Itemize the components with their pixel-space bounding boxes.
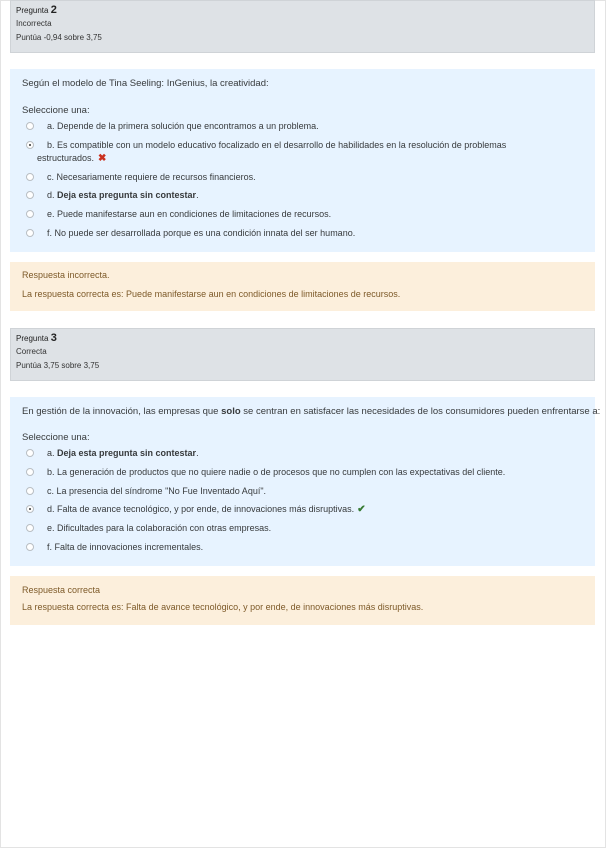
question-formulation: [10, 69, 595, 252]
answer-option-c[interactable]: [24, 485, 535, 498]
question-state: Correcta: [16, 347, 47, 356]
radio-button[interactable]: [26, 173, 34, 181]
incorrect-mark-icon: ✖: [98, 153, 107, 164]
answer-option-d[interactable]: [24, 503, 535, 516]
radio-button-selected[interactable]: [26, 141, 34, 149]
answer-option-f[interactable]: [24, 541, 535, 554]
feedback-box: [10, 576, 595, 625]
question-number: Pregunta 2: [16, 4, 57, 16]
answer-option-e[interactable]: [24, 208, 535, 221]
radio-button[interactable]: [26, 191, 34, 199]
right-answer: La respuesta correcta es: Puede manifestarse aun en condiciones de limitaciones de recursos.: [22, 289, 401, 299]
answer-option-label: e. Dificultades para la colaboración con otras empresas.: [47, 523, 272, 533]
feedback-title: Respuesta correcta: [22, 585, 101, 595]
radio-button[interactable]: [26, 449, 34, 457]
question-grade: Puntúa 3,75 sobre 3,75: [16, 361, 100, 370]
radio-button[interactable]: [26, 543, 34, 551]
select-prompt: Seleccione una:: [22, 432, 90, 443]
answer-option-suffix: .: [196, 448, 199, 458]
radio-button[interactable]: [26, 524, 34, 532]
answer-option-label: c. Necesariamente requiere de recursos financieros.: [47, 172, 256, 182]
answer-option-label: f. Falta de innovaciones incrementales.: [47, 542, 204, 552]
answer-option-label: f. No puede ser desarrollada porque es una condición innata del ser humano.: [47, 228, 356, 238]
answer-option-prefix: d.: [47, 190, 58, 200]
answer-option-a[interactable]: [24, 120, 535, 133]
answer-option-b[interactable]: [24, 466, 575, 479]
answer-option-label: c. La presencia del síndrome "No Fue Inventado Aquí".: [47, 486, 267, 496]
answer-option-f[interactable]: [24, 227, 535, 240]
feedback-title: Respuesta incorrecta.: [22, 270, 110, 280]
radio-button[interactable]: [26, 210, 34, 218]
answer-option-label: b. La generación de productos que no quiere nadie o de procesos que no cumplen con las expectativas del cliente.: [47, 467, 506, 477]
answer-option-label: b. Es compatible con un modelo educativo focalizado en el desarrollo de habilidades en la resolución de problemas estructurados.: [37, 140, 507, 163]
question-info: [10, 328, 595, 381]
question-grade: Puntúa -0,94 sobre 3,75: [16, 33, 102, 42]
correct-mark-icon: ✔: [357, 504, 366, 515]
answer-option-d[interactable]: [24, 189, 535, 202]
question-text: En gestión de la innovación, las empresas que solo se centran en satisfacer las necesidades de los consumidores pueden enfrentarse a:: [22, 406, 601, 417]
radio-button[interactable]: [26, 122, 34, 130]
answer-option-label: a. Depende de la primera solución que encontramos a un problema.: [47, 121, 319, 131]
answer-option-a[interactable]: [24, 447, 535, 460]
answer-option-b[interactable]: [24, 139, 535, 167]
answer-option-e[interactable]: [24, 522, 535, 535]
question-text: Según el modelo de Tina Seeling: InGenius, la creatividad:: [22, 78, 269, 89]
answer-option-c[interactable]: [24, 171, 535, 184]
right-answer: La respuesta correcta es: Falta de avance tecnológico, y por ende, de innovaciones más disruptivas.: [22, 602, 424, 612]
radio-button[interactable]: [26, 468, 34, 476]
select-prompt: Seleccione una:: [22, 105, 90, 116]
answer-option-label: Deja esta pregunta sin contestar: [57, 448, 197, 458]
answer-option-prefix: a.: [47, 448, 58, 458]
question-info: [10, 0, 595, 53]
question-state: Incorrecta: [16, 19, 52, 28]
answer-option-label: d. Falta de avance tecnológico, y por ende, de innovaciones más disruptivas.: [47, 504, 355, 514]
answer-option-label: Deja esta pregunta sin contestar: [57, 190, 197, 200]
radio-button[interactable]: [26, 487, 34, 495]
radio-button[interactable]: [26, 229, 34, 237]
answer-option-label: e. Puede manifestarse aun en condiciones de limitaciones de recursos.: [47, 209, 332, 219]
radio-button-selected[interactable]: [26, 505, 34, 513]
question-number: Pregunta 3: [16, 332, 57, 344]
question-formulation: [10, 397, 601, 566]
feedback-box: [10, 262, 595, 311]
answer-option-suffix: .: [196, 190, 199, 200]
